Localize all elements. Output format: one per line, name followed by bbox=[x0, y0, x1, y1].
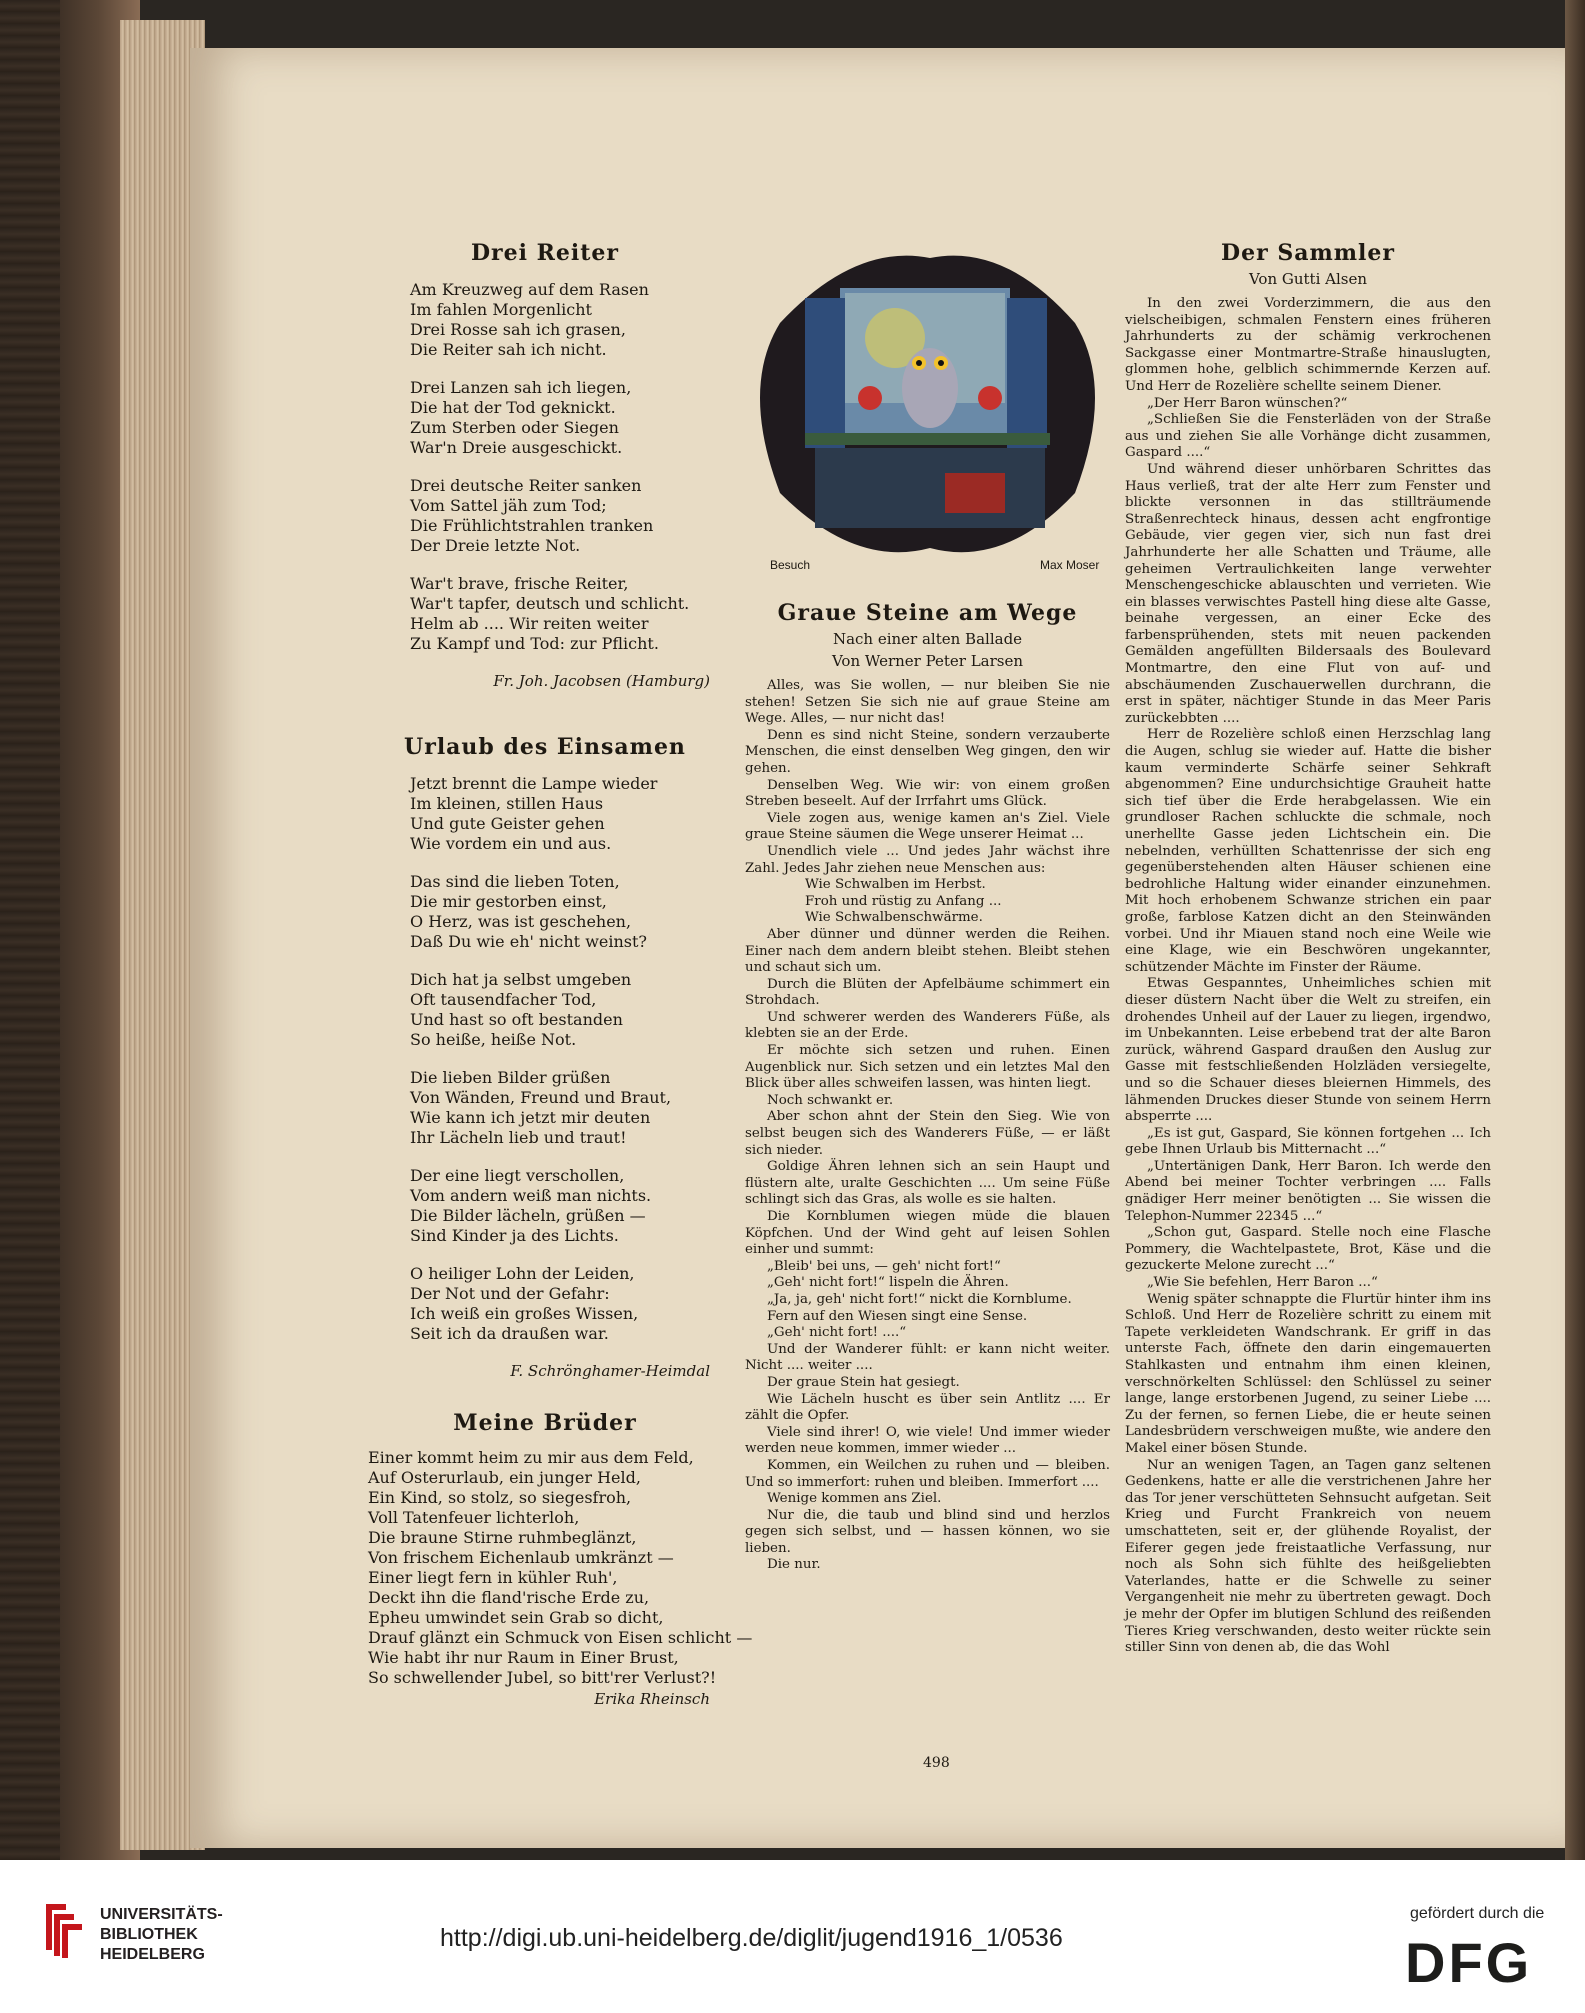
poem-line: Die hat der Tod geknickt. bbox=[410, 398, 616, 417]
poem-line: Von Wänden, Freund und Braut, bbox=[410, 1088, 672, 1107]
poem-line: Oft tausendfacher Tod, bbox=[410, 990, 597, 1009]
poem-meine-brueder bbox=[368, 1410, 753, 1708]
poem-title: Meine Brüder bbox=[453, 1410, 637, 1436]
poem-line: Wie kann ich jetzt mir deuten bbox=[410, 1108, 651, 1127]
poem-line: War't tapfer, deutsch und schlicht. bbox=[410, 594, 690, 613]
paragraph: Die nur. bbox=[767, 1557, 821, 1573]
paragraph: Denn es sind nicht Steine, sondern verzauberte Menschen, die einst denselben Weg gingen, den wir gehen. bbox=[745, 727, 1110, 776]
paragraph: Viele sind ihrer! O, wie viele! Und immer wieder werden neue kommen, immer wieder ... bbox=[745, 1424, 1110, 1457]
stanza bbox=[410, 872, 710, 952]
paragraph: „Geh' nicht fort! ....“ bbox=[767, 1325, 907, 1341]
stanza bbox=[410, 774, 710, 854]
paragraph: „Untertänigen Dank, Herr Baron. Ich werde den Abend bei meiner Tochter verbringen .... Falls gnädiger Herr meiner benötigten ... Sie wissen die Telephon-Nummer 22345 ...“ bbox=[1125, 1158, 1491, 1224]
poem-line: Einer liegt fern in kühler Ruh', bbox=[368, 1568, 618, 1587]
page-number: 498 bbox=[923, 1755, 950, 1771]
paragraph: Der graue Stein hat gesiegt. bbox=[767, 1374, 960, 1390]
poem-line: Der Dreie letzte Not. bbox=[410, 536, 581, 555]
institution-line: BIBLIOTHEK bbox=[100, 1926, 198, 1943]
paragraph: Denselben Weg. Wie wir: von einem großen Streben beseelt. Auf der Irrfahrt ums Glück. bbox=[745, 777, 1110, 810]
poem-line: Am Kreuzweg auf dem Rasen bbox=[410, 280, 649, 299]
poem-line: Der Not und der Gefahr: bbox=[410, 1284, 610, 1303]
story-subtitle: Nach einer alten Ballade bbox=[832, 630, 1023, 648]
paragraph: „Der Herr Baron wünschen?“ bbox=[1147, 395, 1348, 411]
poem-line: Deckt ihn die fland'rische Erde zu, bbox=[368, 1588, 650, 1607]
story-byline: Von Werner Peter Larsen bbox=[831, 652, 1024, 670]
story-title: Graue Steine am Wege bbox=[777, 600, 1078, 626]
paragraph: „Wie Sie befehlen, Herr Baron ...“ bbox=[1147, 1275, 1378, 1291]
poem-line: Drei deutsche Reiter sanken bbox=[410, 476, 642, 495]
illustration-caption-title: Besuch bbox=[770, 558, 811, 572]
paragraph: Er möchte sich setzen und ruhen. Einen Augenblick nur. Sich setzen und ein letztes Mal den Blick über alles schweifen lassen, was hinten liegt. bbox=[745, 1043, 1110, 1092]
paragraph: Aber schon ahnt der Stein den Sieg. Wie von selbst beugen sich des Wanderers Füße, — er läßt sich nieder. bbox=[745, 1109, 1110, 1158]
paragraph: „Schließen Sie die Fensterläden von der Straße aus und ziehen Sie alle Vorhänge dicht zusammen, Gaspard ....“ bbox=[1125, 412, 1491, 461]
permalink-url[interactable]: http://digi.ub.uni-heidelberg.de/diglit/jugend1916_1/0536 bbox=[440, 1924, 1063, 1952]
poem-line: Vom Sattel jäh zum Tod; bbox=[410, 496, 607, 515]
paragraph: „Es ist gut, Gaspard, Sie können fortgehen ... Ich gebe Ihnen Urlaub bis Mitternacht ...“ bbox=[1125, 1125, 1491, 1158]
stanza bbox=[410, 378, 710, 458]
poem-line: Voll Tatenfeuer lichterloh, bbox=[368, 1508, 580, 1527]
verse-line: Froh und rüstig zu Anfang ... bbox=[805, 893, 1002, 909]
poem-line: Im kleinen, stillen Haus bbox=[410, 794, 604, 813]
book-spine bbox=[0, 0, 60, 1860]
poem-line: Und gute Geister gehen bbox=[410, 814, 605, 833]
poem-line: So heiße, heiße Not. bbox=[410, 1030, 577, 1049]
stanza bbox=[410, 476, 710, 556]
paragraph: Unendlich viele ... Und jedes Jahr wächst ihre Zahl. Jedes Jahr ziehen neue Menschen aus: bbox=[745, 843, 1110, 876]
poem-line: Epheu umwindet sein Grab so dicht, bbox=[368, 1608, 664, 1627]
paragraph: Noch schwankt er. bbox=[767, 1092, 894, 1108]
poem-line: Auf Osterurlaub, ein junger Held, bbox=[368, 1468, 641, 1487]
poem-line: O Herz, was ist geschehen, bbox=[410, 912, 632, 931]
paragraph: Goldige Ähren lehnen sich an sein Haupt und flüstern alte, uralte Geschichten .... Um seine Füße schlingt sich das Gras, als wolle es sie halten. bbox=[745, 1159, 1110, 1208]
paragraph: Und schwerer werden des Wanderers Füße, als klebten sie an der Erde. bbox=[745, 1009, 1110, 1042]
poem-line: Helm ab .... Wir reiten weiter bbox=[410, 614, 649, 633]
story-body bbox=[1125, 296, 1491, 1657]
poem-line: Die Frühlichtstrahlen tranken bbox=[410, 516, 654, 535]
poem-line: Das sind die lieben Toten, bbox=[410, 872, 620, 891]
paragraph: Durch die Blüten der Apfelbäume schimmert ein Strohdach. bbox=[745, 976, 1110, 1009]
poem-line: Wie vordem ein und aus. bbox=[410, 834, 612, 853]
poem-line: Die braune Stirne ruhmbeglänzt, bbox=[368, 1528, 637, 1547]
stanza bbox=[410, 1068, 710, 1148]
poem-line: Im fahlen Morgenlicht bbox=[410, 300, 592, 319]
university-library-name bbox=[100, 1905, 223, 1965]
stanza bbox=[410, 970, 710, 1050]
poem-author: Fr. Joh. Jacobsen (Hamburg) bbox=[493, 672, 710, 690]
poem-line: Einer kommt heim zu mir aus dem Feld, bbox=[368, 1448, 694, 1467]
poem-line: Daß Du wie eh' nicht weinst? bbox=[410, 932, 647, 951]
paragraph: Die Kornblumen wiegen müde die blauen Köpfchen. Und der Wind geht auf leisen Sohlen einher und summt: bbox=[745, 1209, 1110, 1258]
poem-line: War'n Dreie ausgeschickt. bbox=[410, 438, 623, 457]
institution-line: UNIVERSITÄTS- bbox=[100, 1906, 223, 1923]
poem-line: Die Reiter sah ich nicht. bbox=[410, 340, 607, 359]
poem-line: Seit ich da draußen war. bbox=[410, 1324, 609, 1343]
poem-author: F. Schrönghamer-Heimdal bbox=[510, 1362, 710, 1380]
poem-stanzas bbox=[380, 280, 710, 654]
poem-line: Drei Lanzen sah ich liegen, bbox=[410, 378, 632, 397]
paragraph: „Geh' nicht fort!“ lispeln die Ähren. bbox=[767, 1275, 1009, 1291]
poem-title: Drei Reiter bbox=[470, 240, 620, 266]
poem-line: Jetzt brennt die Lampe wieder bbox=[410, 774, 658, 793]
stanza bbox=[410, 280, 710, 360]
poem-line: Sind Kinder ja des Lichts. bbox=[410, 1226, 619, 1245]
paragraph: Herr de Rozelière schloß einen Herzschlag lang die Augen, schlug sie wieder auf. Hatte die bisher kaum verminderte Schärfe seiner Sehkraft abgenommen? Eine undurchsichtige Grauheit hatte sich tief über die Erde herabgelassen. Wie ein grundloser Rachen schluckte die schmale, noch unerhellte Gasse jeden Lichtschein ein. Die nebelnden, verhüllten Schattenrisse der sich eng gegenüberstehenden alten Häuser schienen eine bedrohliche Haltung wider einander einzunehmen. Mit hoch erhobenem Schwanze strichen ein paar große, farblose Katzen dicht an den Steinwänden vorbei. Und ihr Miauen stand noch eine Weile wie eine Klage, wie ein Beschwören ungekannter, schützender Mächte im Finster der Räume. bbox=[1125, 727, 1491, 975]
poem-line: Dich hat ja selbst umgeben bbox=[410, 970, 632, 989]
book-right-edge bbox=[1565, 0, 1585, 1860]
stanza bbox=[410, 1166, 710, 1246]
verse-line: Wie Schwalben im Herbst. bbox=[805, 877, 986, 893]
story-title: Der Sammler bbox=[1221, 240, 1395, 266]
poems-column bbox=[368, 240, 753, 1708]
story-graue-steine-column bbox=[745, 600, 1110, 1574]
dfg-logo: DFG bbox=[1405, 1931, 1533, 1994]
paragraph: Aber dünner und dünner werden die Reihen. Einer nach dem andern bleibt stehen. Bleibt stehen und schaut sich um. bbox=[745, 926, 1110, 976]
university-library-logo-icon bbox=[40, 1900, 88, 1960]
verse-line: Wie Schwalbenschwärme. bbox=[805, 910, 983, 926]
poem-author: Erika Rheinsch bbox=[594, 1690, 710, 1708]
paragraph: Nur an wenigen Tagen, an Tagen ganz seltenen Gedenkens, hatte er alle die verstrichenen Jahre her das Tor jener verschütteten Sehnsucht aufgetan. Seit Krieg und Furcht Frankreich von neuem umschatteten, seit er, der glühende Royalist, der Eiferer gegen jede freistaatliche Verfassung, nur noch als Sohn sich fühlte des heißgeliebten Vaterlandes, hatte er die Schwelle zu seiner Vergangenheit nie mehr zu übertreten gewagt. Doch je mehr der Opfer im blutigen Schlund des reißenden Tieres Krieg verschwanden, desto weiter rückte sein stiller Sinn von denen ab, die das Wohl bbox=[1125, 1457, 1491, 1656]
poem-title: Urlaub des Einsamen bbox=[404, 734, 686, 760]
paragraph: Nur die, die taub und blind sind und herzlos gegen sich selbst, und — hassen können, wo sie lieben. bbox=[745, 1507, 1110, 1556]
poem-line: Und hast so oft bestanden bbox=[410, 1010, 623, 1029]
paragraph: Kommen, ein Weilchen zu ruhen und — bleiben. Und so immerfort: ruhen und bleiben. Immerfort .... bbox=[745, 1457, 1110, 1490]
paragraph: Viele zogen aus, wenige kamen an's Ziel. Viele graue Steine säumen die Wege unserer Heimat ... bbox=[745, 810, 1110, 843]
poem-line: O heiliger Lohn der Leiden, bbox=[410, 1264, 635, 1283]
illustration-caption-artist: Max Moser bbox=[1040, 558, 1100, 572]
poem-line: War't brave, frische Reiter, bbox=[410, 574, 629, 593]
poem-urlaub-des-einsamen bbox=[380, 734, 710, 1380]
paragraph: „Schon gut, Gaspard. Stelle noch eine Flasche Pommery, die Wachtelpastete, Brot, Käse und die gezuckerte Melone zurecht ...“ bbox=[1125, 1225, 1491, 1274]
poem-stanzas bbox=[380, 774, 710, 1344]
poem-line: Drauf glänzt ein Schmuck von Eisen schlicht — bbox=[368, 1628, 753, 1647]
poem-line: So schwellender Jubel, so bitt'rer Verlust?! bbox=[368, 1668, 717, 1687]
story-byline: Von Gutti Alsen bbox=[1248, 270, 1368, 288]
poem-line: Zu Kampf und Tod: zur Pflicht. bbox=[410, 634, 659, 653]
poem-line: Ich weiß ein großes Wissen, bbox=[410, 1304, 639, 1323]
poem-line: Drei Rosse sah ich grasen, bbox=[410, 320, 626, 339]
poem-lines bbox=[368, 1448, 753, 1688]
poem-line: Vom andern weiß man nichts. bbox=[410, 1186, 652, 1205]
paragraph: Wenig später schnappte die Flurtür hinter ihm ins Schloß. Und Herr de Rozelière schritt zu einem mit Tapete verkleideten Wandschrank. Er griff in das unterste Fach, öffnete den darin eingemauerten Stahlkasten und entnahm ihm einen kleinen, verschnörkelten Schlüssel: den Schlüssel zu seiner lange, lange erstorbenen Jugend, zu seiner Liebe .... Zu der fernen, so fernen Liebe, die er heute seinen Landesbrüdern verschweigen mußte, wie andere den Makel einer bösen Stunde. bbox=[1125, 1291, 1491, 1456]
funded-by-label: gefördert durch die bbox=[1410, 1905, 1545, 1922]
owl-window-illustration bbox=[745, 248, 1110, 568]
poem-line: Die Bilder lächeln, grüßen — bbox=[410, 1206, 646, 1225]
paragraph: „Ja, ja, geh' nicht fort!“ nickt die Kornblume. bbox=[767, 1291, 1072, 1307]
stanza bbox=[410, 1264, 710, 1344]
poem-drei-reiter bbox=[380, 240, 710, 690]
poem-line: Ein Kind, so stolz, so siegesfroh, bbox=[368, 1488, 632, 1507]
paragraph: Wie Lächeln huscht es über sein Antlitz .... Er zählt die Opfer. bbox=[745, 1391, 1110, 1424]
stanza bbox=[410, 574, 710, 654]
poem-line: Wie habt ihr nur Raum in Einer Brust, bbox=[368, 1648, 679, 1667]
paragraph: Etwas Gespanntes, Unheimliches schien mit dieser düstern Nacht über die Welt zu streifen, ein drohendes Unheil auf der Lauer zu liegen, irgendwo, im Unbekannten. Leise erbebend trat der alte Baron zurück, während Gaspard draußen den Auslug zur Gasse mit festschließenden Holzläden versiegelte, und so die Schauer dieses bleiernen Himmels, des lähmenden Druckes dieser Stunde von seinem Herrn absperrte .... bbox=[1125, 976, 1491, 1125]
paragraph: Fern auf den Wiesen singt eine Sense. bbox=[767, 1308, 1028, 1324]
institution-line: HEIDELBERG bbox=[100, 1946, 205, 1963]
poem-line: Die mir gestorben einst, bbox=[410, 892, 607, 911]
story-body bbox=[745, 678, 1110, 1574]
poem-line: Die lieben Bilder grüßen bbox=[410, 1068, 611, 1087]
paragraph: Wenige kommen ans Ziel. bbox=[767, 1491, 942, 1507]
paragraph: „Bleib' bei uns, — geh' nicht fort!“ bbox=[767, 1258, 1001, 1274]
paragraph: Und der Wanderer fühlt: er kann nicht weiter. Nicht .... weiter .... bbox=[745, 1341, 1110, 1374]
paragraph: In den zwei Vorderzimmern, die aus den vielscheibigen, schmalen Fenstern eines früheren Jahrhunderts zu der schämig verkrochenen Sackgasse einer Montmartre-Straße hinauslugten, glommen hohe, gelblich schimmernde Kerzen auf. Und Herr de Rozelière schellte seinem Diener. bbox=[1125, 296, 1491, 394]
story-der-sammler-column bbox=[1125, 240, 1491, 1657]
poem-line: Von frischem Eichenlaub umkränzt — bbox=[368, 1548, 674, 1567]
paragraph: Alles, was Sie wollen, — nur bleiben Sie nie stehen! Setzen Sie sich nie auf graue Steine am Wege. Alles, — nur nicht das! bbox=[745, 678, 1110, 727]
poem-line: Ihr Lächeln lieb und traut! bbox=[410, 1128, 627, 1147]
paragraph: Und während dieser unhörbaren Schrittes das Haus verließ, trat der alte Herr zum Fenster und blickte versonnen in das stillträumende Straßenrechteck hinaus, dessen acht engfrontige Gebäude, vier gegen vier, sich nun fast drei Jahrhunderte her alle Schatten und Träume, alle geheimen Vertraulichkeiten lange verwehter Menschengeschicke ablauschten und verrieten. Wie ein blasses verwischtes Pastell hing diese alte Gasse, beinahe vergessen, an einer Ecke des farbensprühenden, stets mit neuen packenden Gemälden angefüllten Bildersaals des Boulevard Montmartre, den eine Flut von auf- und abschäumenden Zuschauerwellen durchrann, die erst in später, nächtiger Stunde in das Meer Paris zurückebbten .... bbox=[1125, 461, 1491, 726]
poem-line: Der eine liegt verschollen, bbox=[410, 1166, 625, 1185]
poem-line: Zum Sterben oder Siegen bbox=[410, 418, 619, 437]
